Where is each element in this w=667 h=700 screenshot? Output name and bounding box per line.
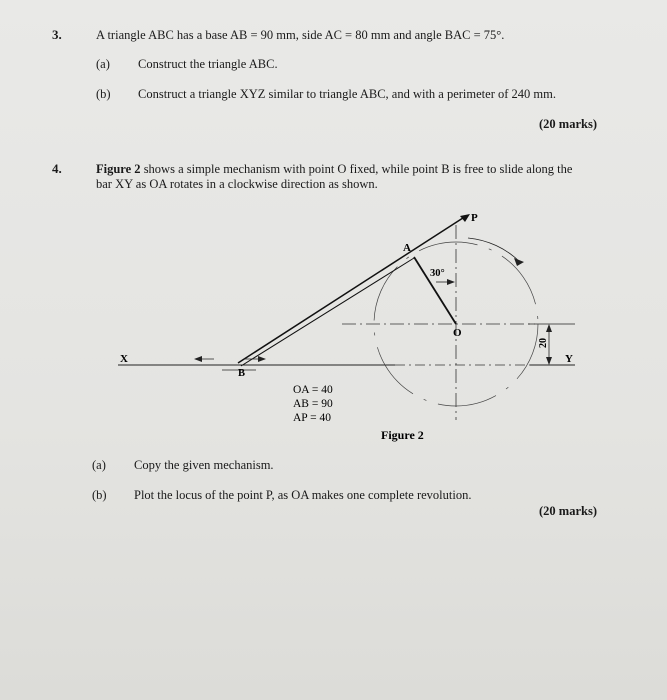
label-x: X bbox=[120, 353, 128, 365]
q4-stem-text1: shows a simple mechanism with point O fixed, while point B is free to slide along the bbox=[140, 162, 573, 176]
dim-ab: AB = 90 bbox=[293, 398, 333, 410]
figure-caption: Figure 2 bbox=[381, 428, 424, 442]
slider-arrow-right bbox=[258, 356, 266, 362]
label-o: O bbox=[453, 327, 462, 339]
rod-bp bbox=[238, 216, 466, 363]
dim-ap: AP = 40 bbox=[293, 412, 332, 424]
label-y: Y bbox=[565, 353, 573, 365]
label-a: A bbox=[403, 242, 411, 254]
label-offset: 20 bbox=[538, 338, 549, 348]
q3b-label: (b) bbox=[96, 87, 111, 101]
angle-arrowhead bbox=[447, 279, 455, 285]
rotation-arrow-arc bbox=[468, 238, 520, 262]
q3a-text: Construct the triangle ABC. bbox=[138, 57, 278, 71]
q4a-label: (a) bbox=[92, 458, 106, 472]
q3-marks: (20 marks) bbox=[539, 117, 597, 131]
label-angle: 30° bbox=[430, 268, 445, 279]
q4b-label: (b) bbox=[92, 488, 107, 502]
rod-bp-second bbox=[241, 258, 414, 366]
arrow-p bbox=[460, 214, 470, 222]
q4-marks: (20 marks) bbox=[539, 504, 597, 518]
q4b-text: Plot the locus of the point P, as OA makes one complete revolution. bbox=[134, 488, 472, 502]
q4a-text: Copy the given mechanism. bbox=[134, 458, 274, 472]
figure-ref: Figure 2 bbox=[96, 162, 141, 176]
q3b-text: Construct a triangle XYZ similar to triangle ABC, and with a perimeter of 240 mm. bbox=[138, 87, 556, 101]
q4-number: 4. bbox=[52, 161, 62, 176]
offset-dim-arrow-top bbox=[546, 324, 552, 332]
slider-arrow-left bbox=[194, 356, 202, 362]
rotation-arrowhead bbox=[514, 258, 524, 266]
q3a-label: (a) bbox=[96, 57, 110, 71]
q3-number: 3. bbox=[52, 27, 62, 42]
label-b: B bbox=[238, 368, 246, 379]
label-p: P bbox=[471, 212, 478, 224]
q3-stem: A triangle ABC has a base AB = 90 mm, side AC = 80 mm and angle BAC = 75°. bbox=[96, 28, 505, 42]
dim-oa: OA = 40 bbox=[293, 384, 333, 396]
q4-stem-line2: bar XY as OA rotates in a clockwise direction as shown. bbox=[96, 177, 378, 191]
offset-dim-arrow-bottom bbox=[546, 357, 552, 365]
